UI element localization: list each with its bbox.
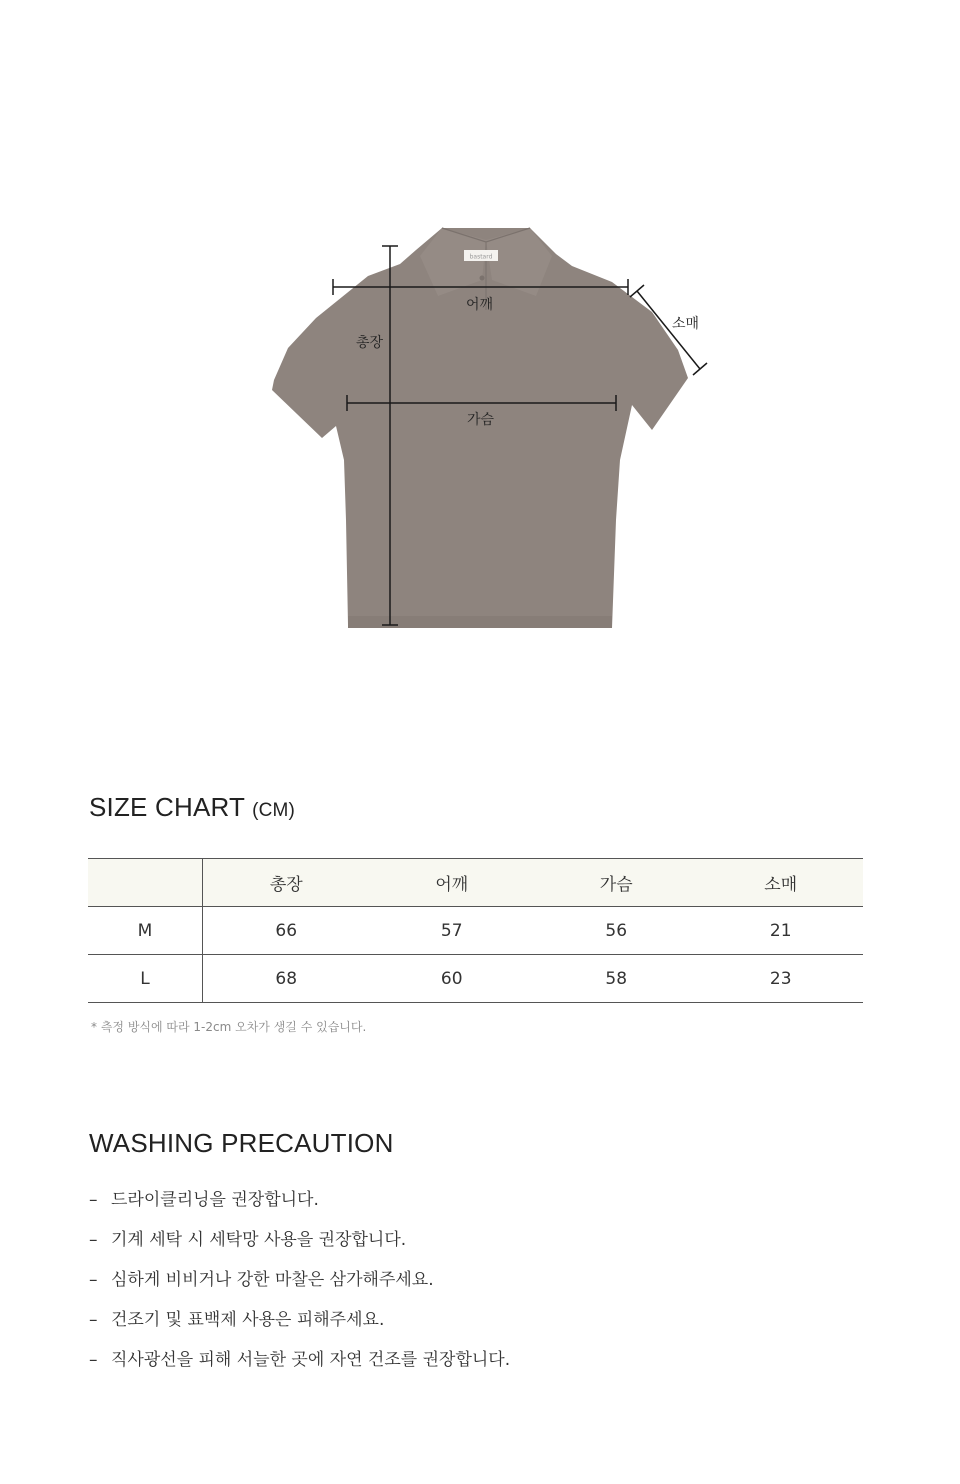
list-item <box>89 1186 510 1226</box>
size-chart-title <box>89 792 295 823</box>
size-chart-heading: SIZE CHART <box>89 792 245 822</box>
dash-marker: – <box>89 1190 98 1210</box>
table-row <box>88 907 863 955</box>
sleeve-label: 소매 <box>672 316 700 332</box>
list-item <box>89 1306 510 1346</box>
length-label: 총장 <box>356 335 384 351</box>
value-cell: 66 <box>203 907 370 955</box>
list-item-text: 건조기 및 표백제 사용은 피해주세요. <box>111 1310 385 1330</box>
list-item-text: 심하게 비비거나 강한 마찰은 삼가해주세요. <box>111 1270 434 1290</box>
value-cell: 60 <box>370 955 534 1003</box>
table-header-row <box>88 859 863 907</box>
value-cell: 23 <box>698 955 863 1003</box>
table-row <box>88 955 863 1003</box>
value-cell: 68 <box>203 955 370 1003</box>
dash-marker: – <box>89 1310 98 1330</box>
size-cell: L <box>88 955 203 1003</box>
washing-title: WASHING PRECAUTION <box>89 1128 394 1158</box>
list-item-text: 기계 세탁 시 세탁망 사용을 권장합니다. <box>111 1230 407 1250</box>
washing-list <box>89 1186 510 1386</box>
size-cell: M <box>88 907 203 955</box>
list-item <box>89 1266 510 1306</box>
list-item <box>89 1226 510 1266</box>
list-item <box>89 1346 510 1386</box>
brand-tag: bastard <box>469 253 493 261</box>
dash-marker: – <box>89 1230 98 1250</box>
dash-marker: – <box>89 1270 98 1290</box>
value-cell: 21 <box>698 907 863 955</box>
value-cell: 56 <box>534 907 698 955</box>
dash-marker: – <box>89 1350 98 1370</box>
measurement-note: * 측정 방식에 따라 1-2cm 오차가 생길 수 있습니다. <box>91 1020 367 1034</box>
size-chart-unit: (CM) <box>252 800 296 821</box>
polo-shirt-illustration <box>260 220 720 640</box>
shoulder-label: 어깨 <box>466 297 494 313</box>
chest-label: 가슴 <box>467 412 495 428</box>
list-item-text: 드라이클리닝을 권장합니다. <box>111 1190 319 1210</box>
header-chest: 가슴 <box>534 859 698 907</box>
value-cell: 57 <box>370 907 534 955</box>
header-sleeve: 소매 <box>698 859 863 907</box>
list-item-text: 직사광선을 피해 서늘한 곳에 자연 건조를 권장합니다. <box>111 1350 511 1370</box>
header-shoulder: 어깨 <box>370 859 534 907</box>
header-size <box>88 859 203 907</box>
garment-diagram <box>260 220 720 640</box>
value-cell: 58 <box>534 955 698 1003</box>
size-chart-table <box>88 858 863 1003</box>
header-length: 총장 <box>203 859 370 907</box>
